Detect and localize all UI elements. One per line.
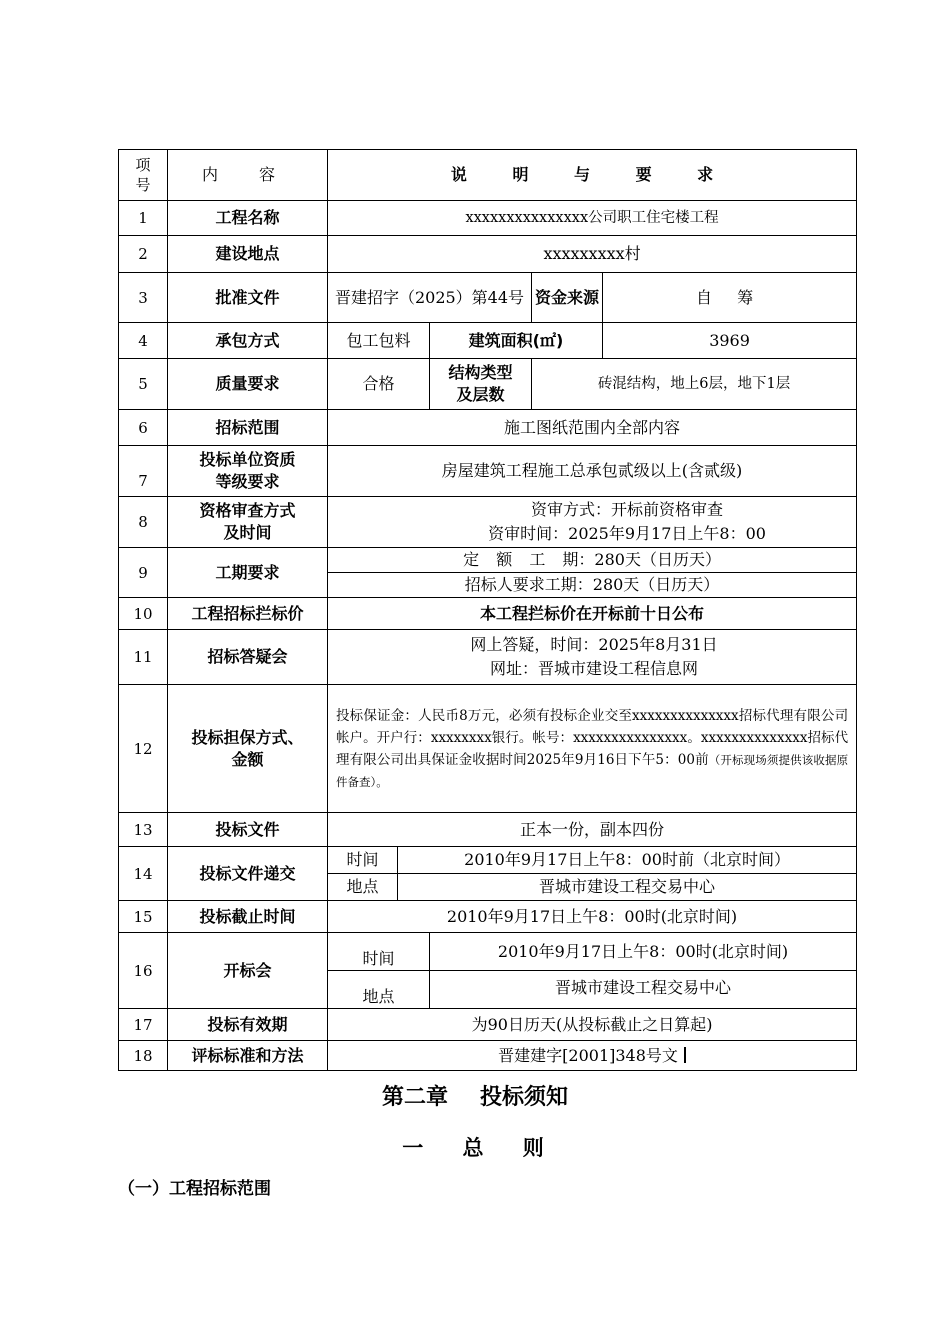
sub-value-time: 2010年9月17日上午8：00时前（北京时间） bbox=[398, 847, 857, 874]
row-no: 7 bbox=[119, 446, 168, 497]
row-no: 6 bbox=[119, 410, 168, 446]
building-area-label: 建筑面积(㎡) bbox=[430, 323, 603, 359]
funding-source-label: 资金来源 bbox=[532, 273, 603, 323]
row-value: 定 额 工 期：280天（日历天） bbox=[328, 548, 857, 573]
row-value: 施工图纸范围内全部内容 bbox=[328, 410, 857, 446]
sub-value-time: 2010年9月17日上午8：00时(北京时间) bbox=[430, 933, 857, 971]
header-desc: 说 明 与 要 求 bbox=[328, 150, 857, 201]
row-no: 14 bbox=[119, 847, 168, 901]
table-row bbox=[119, 548, 857, 573]
row-value: 房屋建筑工程施工总承包贰级以上(含贰级) bbox=[328, 446, 857, 497]
row-label: 质量要求 bbox=[168, 359, 328, 410]
row-label: 招标范围 bbox=[168, 410, 328, 446]
row-no: 9 bbox=[119, 548, 168, 598]
table-row bbox=[119, 685, 857, 813]
header-content: 内 容 bbox=[168, 150, 328, 201]
row-no: 18 bbox=[119, 1041, 168, 1071]
section-heading: 一 总 则 bbox=[402, 1136, 548, 1160]
table-row bbox=[119, 847, 857, 874]
row-value: 2010年9月17日上午8：00时(北京时间) bbox=[328, 901, 857, 933]
row-no: 13 bbox=[119, 813, 168, 847]
table-row bbox=[119, 1009, 857, 1041]
row-value: 晋建建字[2001]348号文 bbox=[328, 1041, 857, 1071]
row-value: 招标人要求工期：280天（日历天） bbox=[328, 573, 857, 598]
row-label: 承包方式 bbox=[168, 323, 328, 359]
row-label: 工程名称 bbox=[168, 201, 328, 236]
row-no: 5 bbox=[119, 359, 168, 410]
row-label: 投标文件 bbox=[168, 813, 328, 847]
table-row bbox=[119, 933, 857, 971]
row-value: 资审方式：开标前资格审查 资审时间：2025年9月17日上午8：00 bbox=[328, 497, 857, 548]
approval-doc-value: 晋建招字（2025）第44号 bbox=[328, 273, 532, 323]
row-no: 17 bbox=[119, 1009, 168, 1041]
table-row bbox=[119, 201, 857, 236]
table-row bbox=[119, 497, 857, 548]
row-no: 3 bbox=[119, 273, 168, 323]
tender-info-table bbox=[118, 149, 857, 1071]
row-label: 开标会 bbox=[168, 933, 328, 1009]
row-label: 投标截止时间 bbox=[168, 901, 328, 933]
row-label: 投标担保方式、 金额 bbox=[168, 685, 328, 813]
row-label: 批准文件 bbox=[168, 273, 328, 323]
sub-label-place: 地点 bbox=[328, 874, 398, 901]
subsection-heading: （一）工程招标范围 bbox=[118, 1179, 271, 1199]
table-row bbox=[119, 323, 857, 359]
row-no: 16 bbox=[119, 933, 168, 1009]
sub-value-place: 晋城市建设工程交易中心 bbox=[398, 874, 857, 901]
row-no: 1 bbox=[119, 201, 168, 236]
sub-label-time: 时间 bbox=[328, 933, 430, 971]
row-no: 15 bbox=[119, 901, 168, 933]
row-value: 网上答疑，时间：2025年8月31日 网址：晋城市建设工程信息网 bbox=[328, 630, 857, 685]
text-cursor bbox=[684, 1047, 686, 1063]
table-row bbox=[119, 446, 857, 497]
table-row bbox=[119, 273, 857, 323]
row-label: 投标文件递交 bbox=[168, 847, 328, 901]
table-row bbox=[119, 410, 857, 446]
table-row bbox=[119, 598, 857, 630]
row-label: 评标标准和方法 bbox=[168, 1041, 328, 1071]
row-value: xxxxxxxxxxxxxxx公司职工住宅楼工程 bbox=[328, 201, 857, 236]
chapter-heading: 第二章 投标须知 bbox=[381, 1085, 569, 1110]
structure-type-value: 砖混结构，地上6层，地下1层 bbox=[532, 359, 857, 410]
header-no: 项 号 bbox=[119, 150, 168, 201]
row-label: 建设地点 bbox=[168, 236, 328, 273]
table-row bbox=[119, 901, 857, 933]
funding-source-value: 自 筹 bbox=[603, 273, 857, 323]
row-no: 2 bbox=[119, 236, 168, 273]
row-value: 本工程拦标价在开标前十日公布 bbox=[328, 598, 857, 630]
structure-type-label: 结构类型 及层数 bbox=[430, 359, 532, 410]
row-no: 12 bbox=[119, 685, 168, 813]
row-value: xxxxxxxxx村 bbox=[328, 236, 857, 273]
sub-label-time: 时间 bbox=[328, 847, 398, 874]
sub-value-place: 晋城市建设工程交易中心 bbox=[430, 971, 857, 1009]
table-row bbox=[119, 236, 857, 273]
row-label: 投标单位资质 等级要求 bbox=[168, 446, 328, 497]
row-no: 10 bbox=[119, 598, 168, 630]
contract-mode-value: 包工包料 bbox=[328, 323, 430, 359]
row-label: 招标答疑会 bbox=[168, 630, 328, 685]
sub-label-place: 地点 bbox=[328, 971, 430, 1009]
building-area-value: 3969 bbox=[603, 323, 857, 359]
row-label: 工程招标拦标价 bbox=[168, 598, 328, 630]
row-label: 投标有效期 bbox=[168, 1009, 328, 1041]
table-row bbox=[119, 1041, 857, 1071]
table-row bbox=[119, 813, 857, 847]
table-row bbox=[119, 359, 857, 410]
row-no: 8 bbox=[119, 497, 168, 548]
row-value: 投标保证金：人民币8万元，必须有投标企业交至xxxxxxxxxxxxxx招标代理有限公司帐户。开户行：xxxxxxxx银行。帐号：xxxxxxxxxxxxxxx。xxxxxxxxxxxxxx招标代理有限公司出具保证金收据时间2025年9月16日下午5：00前（开标现场须提供该收据原件备查）。 bbox=[328, 685, 857, 813]
row-label: 工期要求 bbox=[168, 548, 328, 598]
row-no: 11 bbox=[119, 630, 168, 685]
quality-value: 合格 bbox=[328, 359, 430, 410]
row-value: 为90日历天(从投标截止之日算起) bbox=[328, 1009, 857, 1041]
row-no: 4 bbox=[119, 323, 168, 359]
table-header-row bbox=[119, 150, 857, 201]
table-row bbox=[119, 630, 857, 685]
row-value: 正本一份，副本四份 bbox=[328, 813, 857, 847]
row-label: 资格审查方式 及时间 bbox=[168, 497, 328, 548]
